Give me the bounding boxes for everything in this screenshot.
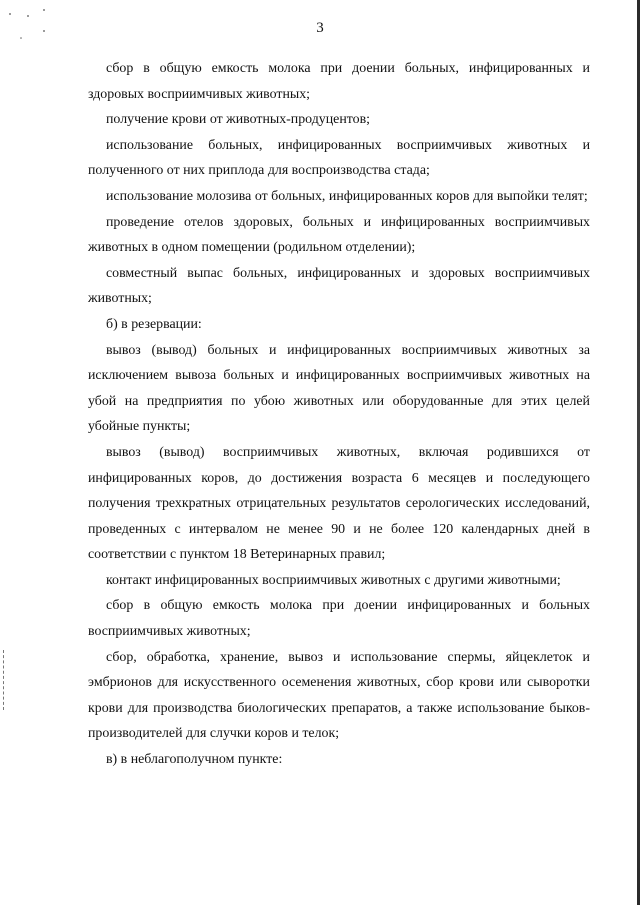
paragraph: проведение отелов здоровых, больных и инфицированных восприимчивых животных в одном помещении (родильном отделении);	[88, 214, 590, 256]
section-heading: б) в резервации:	[106, 316, 202, 332]
paragraph: контакт инфицированных восприимчивых животных с другими животными;	[106, 572, 561, 588]
paragraph: совместный выпас больных, инфицированных и здоровых восприимчивых животных;	[88, 265, 590, 307]
paragraph: сбор в общую емкость молока при доении инфицированных и больных восприимчивых животных;	[88, 598, 590, 640]
paragraph: вывоз (вывод) больных и инфицированных восприимчивых животных за исключением вывоза больных и инфицированных восприимчивых животных на убой на предприятия по убою животных или оборудованные для этих целей убойные пункты;	[88, 342, 590, 435]
page-number: 3	[316, 20, 324, 36]
scan-left-edge	[3, 650, 5, 710]
paragraph: сбор в общую емкость молока при доении больных, инфицированных и здоровых восприимчивых животных;	[88, 61, 590, 102]
section-heading: в) в неблагополучном пункте:	[106, 752, 283, 768]
paragraph: получение крови от животных-продуцентов;	[106, 112, 371, 128]
paragraph: вывоз (вывод) восприимчивых животных, включая родившихся от инфицированных коров, до достижения возраста 6 месяцев и последующего получения трехкратных отрицательных результатов серологических исследований, проведенных с интервалом не менее 90 и не более 120 календарных дней в соответствии с пунктом 18 Ветеринарных правил;	[88, 444, 590, 563]
paragraph: использование больных, инфицированных восприимчивых животных и полученного от них приплода для воспроизводства стада;	[88, 137, 590, 179]
document-body	[88, 56, 590, 773]
paragraph: сбор, обработка, хранение, вывоз и использование спермы, яйцеклеток и эмбрионов для искусственного осеменения животных, сбор крови или сыворотки крови для производства биологических препаратов, а также использование быков-производителей для случки коров и телок;	[88, 649, 590, 742]
paragraph: использование молозива от больных, инфицированных коров для выпойки телят;	[106, 188, 588, 204]
